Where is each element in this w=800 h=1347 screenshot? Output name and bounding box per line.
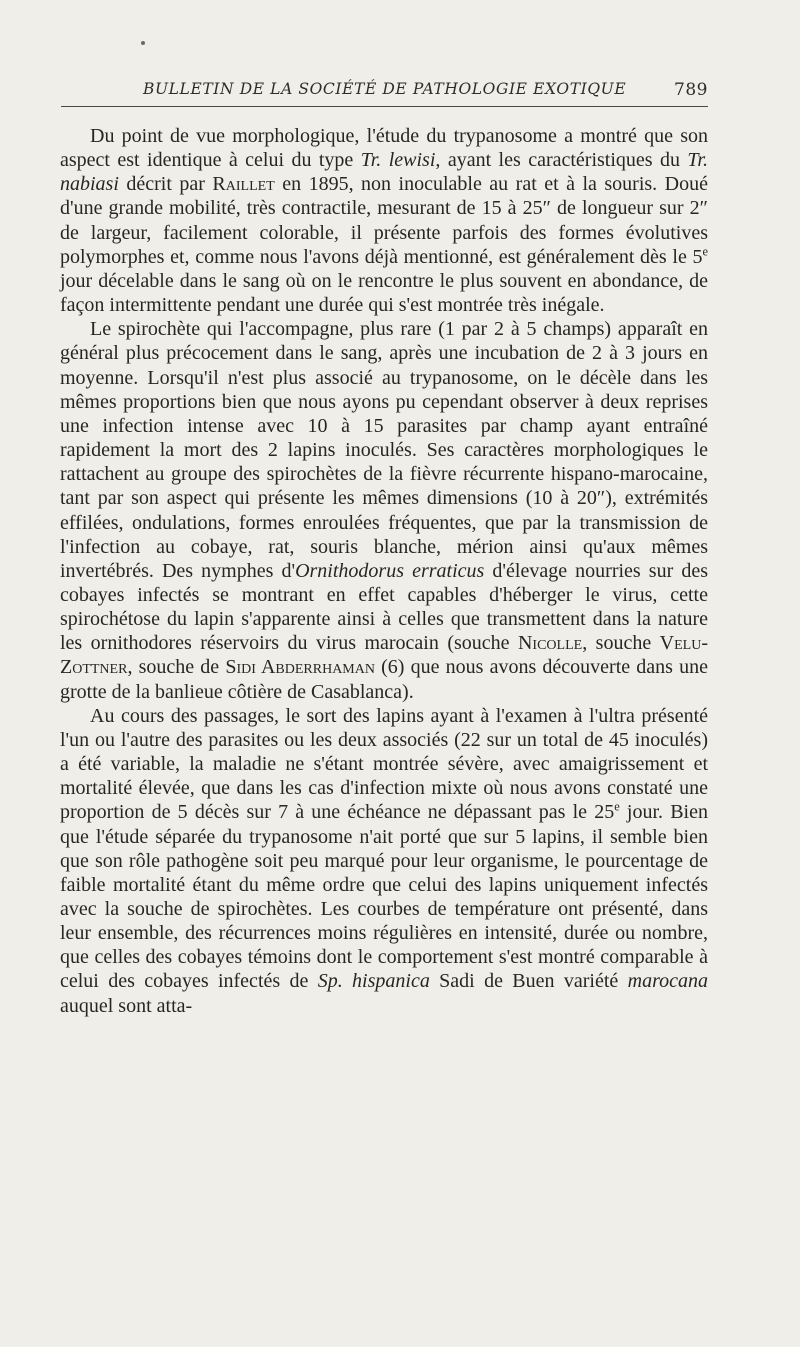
print-speck <box>141 41 145 45</box>
header-rule <box>61 106 708 107</box>
running-header <box>61 80 708 104</box>
author-name: Sidi Abderrhaman <box>225 656 375 679</box>
author-name: Nicolle <box>517 632 583 655</box>
text-run: en 1895, non inoculable au rat et à la souris. Doué d'une grande mobilité, très contractile, mesurant de 15 à 25″ de longueur sur 2″ de largeur, facilement colorable, il présente parfois des formes évolutives polymorphes et, comme nous l'avons déjà mentionné, est généralement dès le 5 <box>60 173 708 268</box>
italic-text: Tr. lewisi <box>360 149 436 172</box>
text-run: (6) que nous avons découverte dans une grotte de la banlieue côtière de Casablanca). <box>60 656 708 703</box>
author-name: Velu-Zottner <box>60 632 708 679</box>
text-run: décrit par <box>118 173 213 196</box>
text-run: jour décelable dans le sang où on le rencontre le plus souvent en abondance, de façon intermittente pendant une durée qui s'est montrée très inégale. <box>60 269 708 317</box>
text-run: Au cours des passages, le sort des lapins ayant à l'examen à l'ultra présenté l'un ou l'autre des parasites ou les deux associés (22 sur un total de 45 inoculés) a été variable, la maladie ne s'étant montrée sévère, avec amaigrissement et mortalité élevée, que dans les cas d'infection mixte où nous avons constaté une proportion de 5 décès sur 7 à une échéance ne dépassant pas le 25 <box>60 704 708 824</box>
text-run: auquel sont atta- <box>60 994 193 1017</box>
journal-title: BULLETIN DE LA SOCIÉTÉ DE PATHOLOGIE EXOTIQUE <box>143 80 627 98</box>
paragraph <box>60 124 708 317</box>
text-run: , ayant les caractéristiques du <box>435 149 688 172</box>
paragraph <box>60 704 708 1018</box>
article-body <box>60 124 708 1018</box>
text-run: Du point de vue morphologique, l'étude du trypanosome a montré que son aspect est identique à celui du type <box>60 125 708 172</box>
text-run: , souche <box>582 632 660 655</box>
italic-text: marocana <box>627 970 708 993</box>
page-number: 789 <box>674 80 708 100</box>
text-run: Le spirochète qui l'accompagne, plus rare (1 par 2 à 5 champs) apparaît en général plus précocement dans le sang, après une incubation de 2 à 3 jours en moyenne. Lorsqu'il n'est plus associé au trypanosome, on le décèle dans les mêmes proportions bien que nous ayons pu cependant observer à deux reprises une infection intense avec 10 à 15 parasites par champ ayant entraîné rapidement la mort des 2 lapins inoculés. Ses caractères morphologiques le rattachent au groupe des spirochètes de la fièvre récurrente hispano-marocaine, tant par son aspect qui présente les mêmes dimensions (10 à 20″), extrémités effilées, ondulations, formes enroulées fréquentes, que par la transmission de l'infection au cobaye, rat, souris blanche, mérion ainsi qu'aux mêmes invertébrés. Des nymphes d' <box>60 318 708 582</box>
paragraph <box>60 317 708 704</box>
text-run: , souche de <box>127 656 226 679</box>
italic-text: Ornithodorus erraticus <box>295 559 485 582</box>
superscript: e <box>702 244 708 259</box>
text-run: d'élevage nourries sur des cobayes infectés se montrant en effet capables d'héberger le virus, cette spirochétose du lapin s'apparente ainsi à celles que transmettent dans la nature les ornithodores réservoirs du virus marocain (souche <box>60 559 709 655</box>
italic-text: Sp. hispanica <box>317 970 430 993</box>
author-name: Raillet <box>212 173 275 196</box>
italic-text: Tr. nabiasi <box>60 149 708 196</box>
text-run: jour. Bien que l'étude séparée du trypanosome n'ait porté que sur 5 lapins, il semble bien que son rôle pathogène soit peu marqué pour leur organisme, le pourcentage de faible mortalité étant du même ordre que celui des lapins uniquement infectés avec la souche de spirochètes. Les courbes de température ont présenté, dans leur ensemble, des récurrences moins régulières en intensité, durée ou nombre, que celles des cobayes témoins dont le comportement s'est montré comparable à celui des cobayes infectés de <box>60 801 708 993</box>
superscript: e <box>614 799 620 814</box>
text-run: Sadi de Buen variété <box>429 970 628 993</box>
